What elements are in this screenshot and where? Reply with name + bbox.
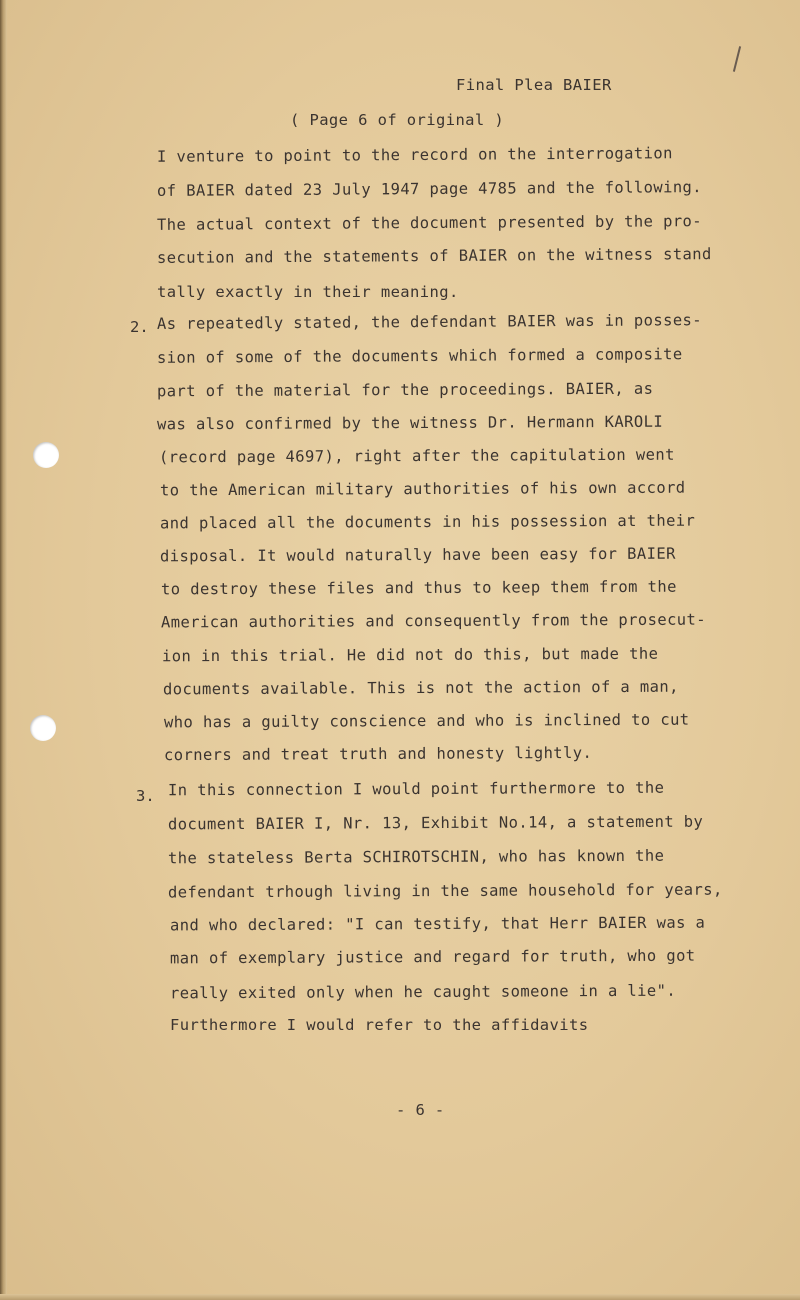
page-number: - 6 - — [396, 1101, 445, 1119]
paragraph-3-line: defendant trhough living in the same household for years, — [167, 880, 723, 902]
paragraph-2-line: sion of some of the documents which formed a composite — [156, 345, 683, 367]
paragraph-2-line: As repeatedly stated, the defendant BAIER was in posses- — [156, 311, 703, 333]
paragraph-2-line: who has a guilty conscience and who is inclined to cut — [163, 710, 690, 732]
paragraph-3-line: the stateless Berta SCHIROTSCHIN, who has known the — [167, 846, 665, 868]
punch-hole-icon — [33, 442, 59, 468]
paragraph-2-line: documents available. This is not the action of a man, — [162, 677, 679, 699]
intro-line: The actual context of the document presented by the pro- — [156, 212, 703, 234]
paragraph-2-line: to the American military authorities of his own accord — [159, 478, 686, 500]
page-reference: ( Page 6 of original ) — [290, 111, 505, 129]
paragraph-2-line: part of the material for the proceedings. BAIER, as — [156, 379, 654, 401]
paragraph-2-line: and placed all the documents in his possession at their — [159, 511, 696, 533]
paragraph-2-line: ion in this trial. He did not do this, but made the — [161, 644, 659, 666]
paragraph-3-line: and who declared: "I can testify, that Herr BAIER was a — [169, 913, 706, 935]
paragraph-2-line: was also confirmed by the witness Dr. Hermann KAROLI — [156, 412, 664, 434]
punch-hole-icon — [30, 715, 56, 741]
paragraph-3-line: Furthermore I would refer to the affidavits — [170, 1016, 589, 1034]
paragraph-3-line: man of exemplary justice and regard for truth, who got — [169, 946, 696, 968]
document-title: Final Plea BAIER — [456, 76, 612, 94]
page-edge-shadow — [0, 0, 7, 1300]
paragraph-2-line: to destroy these files and thus to keep them from the — [160, 577, 677, 599]
intro-line: I venture to point to the record on the interrogation — [156, 144, 673, 166]
paragraph-2-line: corners and treat truth and honesty lightly. — [163, 743, 593, 765]
page-bottom-edge — [0, 1294, 800, 1300]
paragraph-number: 2. — [130, 318, 149, 336]
intro-line: secution and the statements of BAIER on the witness stand — [156, 245, 712, 267]
pencil-mark — [733, 46, 741, 72]
paragraph-3-line: In this connection I would point furthermore to the — [167, 778, 665, 800]
paragraph-2-line: American authorities and consequently from the prosecut- — [160, 610, 707, 632]
paragraph-2-line: (record page 4697), right after the capitulation went — [158, 445, 675, 467]
paragraph-3-line: really exited only when he caught someone in a lie". — [169, 981, 677, 1003]
intro-line: tally exactly in their meaning. — [157, 283, 459, 301]
paragraph-3-line: document BAIER I, Nr. 13, Exhibit No.14, a statement by — [167, 812, 704, 834]
paragraph-2-line: disposal. It would naturally have been easy for BAIER — [159, 544, 676, 566]
paragraph-number: 3. — [136, 787, 155, 805]
intro-line: of BAIER dated 23 July 1947 page 4785 and the following. — [156, 178, 703, 200]
